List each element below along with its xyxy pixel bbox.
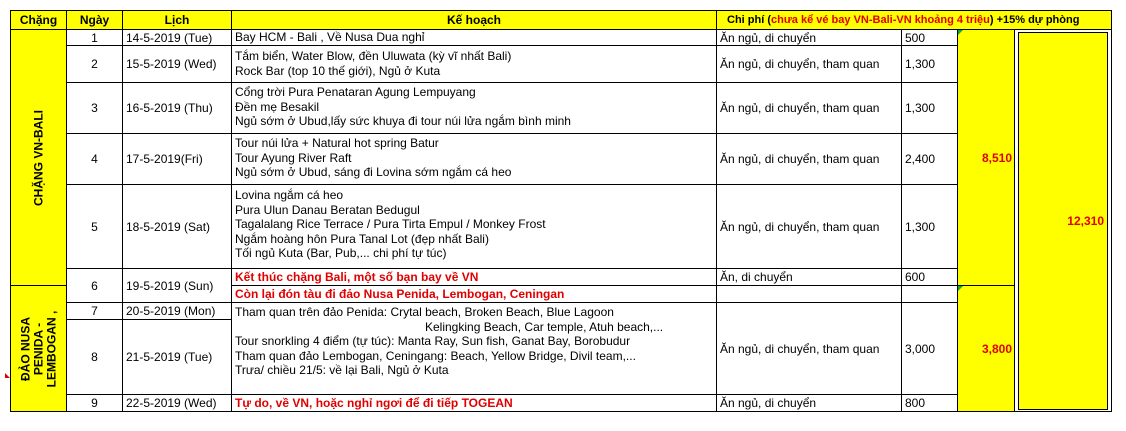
row-4-date: 17-5-2019(Fri) bbox=[123, 134, 232, 185]
plan-line: Ngủ sớm ở Ubud,lấy sức khuya đi tour núi lửa ngắm bình minh bbox=[235, 114, 571, 128]
header-cost-prefix: Chi phí ( bbox=[727, 14, 771, 26]
plan-line: Tự do, về VN, hoặc nghỉ ngơi để đi tiếp TOGEAN bbox=[235, 396, 513, 410]
stage-nusa-line: LEMBOGAN , bbox=[44, 310, 58, 387]
plan-line: Kelingking Beach, Car temple, Atuh beach,... bbox=[425, 319, 664, 334]
row-1-day: 1 bbox=[67, 30, 123, 46]
plan-line: Tour Ayung River Raft bbox=[235, 150, 352, 165]
plan-line: Tắm biển, Water Blow, đền Uluwata (kỳ vĩ nhất Bali) bbox=[235, 49, 512, 63]
row-8-amount: 3,000 bbox=[902, 303, 958, 395]
plan-line: Ngủ sớm ở Ubud, sáng đi Lovina sớm ngắm cá heo bbox=[235, 165, 512, 179]
row-3-plan bbox=[232, 83, 717, 134]
row-6-amount: 600 bbox=[902, 269, 958, 286]
row-9-plan bbox=[232, 395, 717, 412]
plan-line: Tour snorkling 4 điểm (tự túc): Manta Ray, Sun fish, Ganat Bay, Borobudur bbox=[235, 334, 631, 348]
plan-line: Trưa/ chiều 21/5: về lại Bali, Ngủ ở Kuta bbox=[235, 363, 449, 377]
plan-line: Còn lại đón tàu đi đảo Nusa Penida, Lembogan, Ceningan bbox=[235, 287, 565, 301]
row-6-type: Ăn, di chuyển bbox=[717, 269, 902, 286]
row-3-type: Ăn ngủ, di chuyển, tham quan bbox=[717, 83, 902, 134]
cell-marker bbox=[958, 30, 963, 35]
row-5-plan bbox=[232, 185, 717, 269]
row-9-day: 9 bbox=[67, 395, 123, 412]
row-1-type: Ăn ngủ, di chuyển bbox=[717, 30, 902, 46]
row-2-amount: 1,300 bbox=[902, 46, 958, 83]
row-4-amount: 2,400 bbox=[902, 134, 958, 185]
header-day: Ngày bbox=[67, 10, 123, 30]
plan-line: Tour núi lửa + Natural hot spring Batur bbox=[235, 136, 439, 150]
row-1-plan bbox=[232, 30, 717, 46]
row-6-date: 19-5-2019 (Sun) bbox=[123, 269, 232, 303]
plan-line: Tham quan trên đảo Penida: Crytal beach, Broken Beach, Blue Lagoon bbox=[235, 305, 614, 319]
row-1-amount: 500 bbox=[902, 30, 958, 46]
row-8-plan bbox=[232, 303, 717, 395]
stage-nusa bbox=[10, 286, 67, 412]
row-7-amount bbox=[902, 286, 958, 303]
stage-nusa-line: PENIDA - bbox=[31, 322, 45, 375]
header-plan: Kế hoạch bbox=[232, 10, 717, 30]
stage-nusa-label bbox=[19, 310, 58, 387]
row-5-amount: 1,300 bbox=[902, 185, 958, 269]
header-stage: Chặng bbox=[10, 10, 67, 30]
row-5-date: 18-5-2019 (Sat) bbox=[123, 185, 232, 269]
row-3-amount: 1,300 bbox=[902, 83, 958, 134]
row-4-type: Ăn ngủ, di chuyển, tham quan bbox=[717, 134, 902, 185]
plan-line: Lovina ngắm cá heo bbox=[235, 188, 344, 202]
row-7-type bbox=[717, 286, 902, 303]
plan-line: Bay HCM - Bali , Về Nusa Dua nghỉ bbox=[235, 30, 425, 44]
row-9-amount: 800 bbox=[902, 395, 958, 412]
row-8-day: 8 bbox=[67, 320, 123, 395]
plan-line: Tham quan đảo Lembogan, Ceningang: Beach, Yellow Bridge, Divil team,... bbox=[235, 348, 636, 363]
row-2-type: Ăn ngủ, di chuyển, tham quan bbox=[717, 46, 902, 83]
stage-bali bbox=[10, 30, 67, 286]
plan-line: Tối ngủ Kuta (Bar, Pub,... chi phí tự túc) bbox=[235, 246, 447, 260]
header-date: Lịch bbox=[123, 10, 232, 30]
grand-total: 12,310 bbox=[1018, 32, 1108, 410]
row-6-plan bbox=[232, 269, 717, 286]
plan-line: Tagalalang Rice Terrace / Pura Tirta Empul / Monkey Frost bbox=[235, 217, 546, 231]
stage-nusa-line: ĐẢO NUSA bbox=[18, 316, 32, 381]
plan-line: Ngắm hoàng hôn Pura Tanal Lot (đẹp nhất Bali) bbox=[235, 231, 489, 246]
row-4-plan bbox=[232, 134, 717, 185]
row-7-plan bbox=[232, 286, 717, 303]
row-5-type: Ăn ngủ, di chuyển, tham quan bbox=[717, 185, 902, 269]
row-5-day: 5 bbox=[67, 185, 123, 269]
subtotal-nusa: 3,800 bbox=[958, 286, 1015, 412]
header-cost-note: chưa kể vé bay VN-Bali-VN khoảng 4 triệu bbox=[771, 14, 990, 26]
row-7-day: 7 bbox=[67, 303, 123, 320]
row-8-type: Ăn ngủ, di chuyển, tham quan bbox=[717, 303, 902, 395]
plan-line: Rock Bar (top 10 thế giới), Ngủ ở Kuta bbox=[235, 63, 441, 78]
row-3-day: 3 bbox=[67, 83, 123, 134]
subtotal-bali: 8,510 bbox=[958, 30, 1015, 286]
plan-line: Đền mẹ Besakil bbox=[235, 99, 320, 114]
stage-bali-label: CHẶNG VN-BALI bbox=[31, 109, 45, 206]
row-2-date: 15-5-2019 (Wed) bbox=[123, 46, 232, 83]
row-4-day: 4 bbox=[67, 134, 123, 185]
row-6-day: 6 bbox=[67, 269, 123, 303]
header-cost-suffix: ) +15% dự phòng bbox=[989, 14, 1080, 26]
plan-line: Cổng trời Pura Penataran Agung Lempuyang bbox=[235, 85, 476, 99]
plan-line: Kết thúc chặng Bali, một số bạn bay về VN bbox=[235, 270, 479, 284]
header-cost bbox=[717, 10, 1112, 30]
row-7-date: 20-5-2019 (Mon) bbox=[123, 303, 232, 320]
row-9-type: Ăn ngủ, di chuyển bbox=[717, 395, 902, 412]
row-2-plan bbox=[232, 46, 717, 83]
comment-marker bbox=[5, 373, 10, 378]
row-8-date: 21-5-2019 (Tue) bbox=[123, 320, 232, 395]
plan-line: Pura Ulun Danau Beratan Bedugul bbox=[235, 202, 420, 217]
row-2-day: 2 bbox=[67, 46, 123, 83]
row-9-date: 22-5-2019 (Wed) bbox=[123, 395, 232, 412]
cell-marker bbox=[958, 286, 963, 291]
row-1-date: 14-5-2019 (Tue) bbox=[123, 30, 232, 46]
row-3-date: 16-5-2019 (Thu) bbox=[123, 83, 232, 134]
